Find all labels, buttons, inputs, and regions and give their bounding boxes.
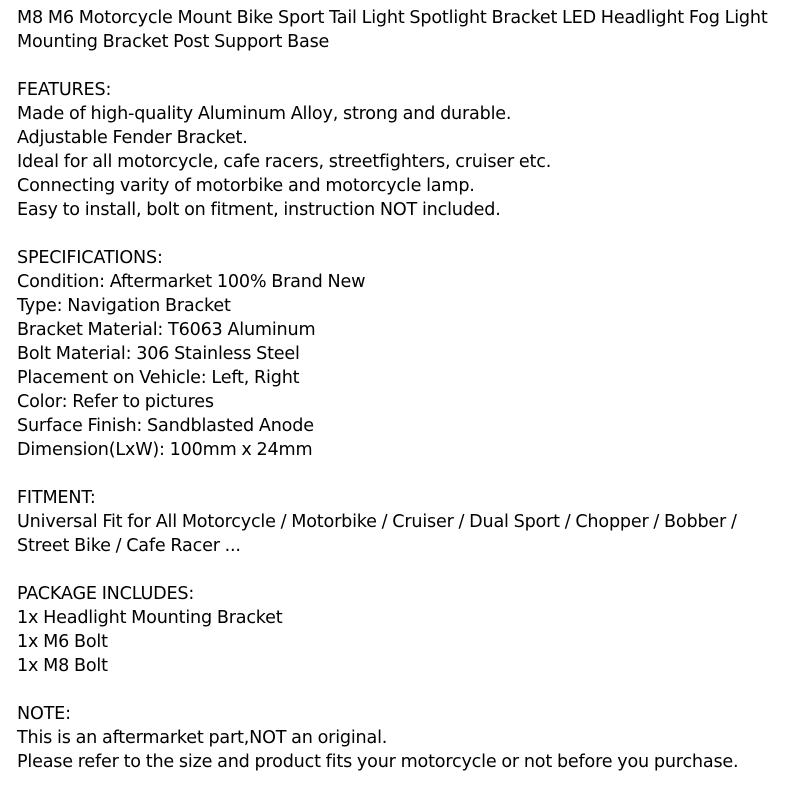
spacer [17, 54, 792, 78]
feature-item: Ideal for all motorcycle, cafe racers, streetfighters, cruiser etc. [17, 152, 552, 172]
spacer [17, 222, 792, 246]
spec-item: Type: Navigation Bracket [17, 296, 231, 316]
title-line: M8 M6 Motorcycle Mount Bike Sport Tail Light Spotlight Bracket LED Headlight Fog Light [17, 8, 768, 28]
feature-item: Made of high-quality Aluminum Alloy, strong and durable. [17, 104, 512, 124]
spec-item: Color: Refer to pictures [17, 392, 214, 412]
fitment-section [17, 486, 792, 558]
specifications-section [17, 246, 792, 462]
features-section [17, 78, 792, 222]
spec-item: Bracket Material: T6063 Aluminum [17, 320, 316, 340]
package-item: 1x M8 Bolt [17, 656, 108, 676]
note-item: Please refer to the size and product fits your motorcycle or not before you purchase. [17, 752, 739, 772]
fitment-item: Universal Fit for All Motorcycle / Motorbike / Cruiser / Dual Sport / Chopper / Bobber / [17, 512, 737, 532]
fitment-item: Street Bike / Cafe Racer ... [17, 536, 241, 556]
spacer [17, 678, 792, 702]
spec-item: Placement on Vehicle: Left, Right [17, 368, 300, 388]
spec-item: Condition: Aftermarket 100% Brand New [17, 272, 366, 292]
specifications-heading: SPECIFICATIONS: [17, 248, 163, 268]
note-item: This is an aftermarket part,NOT an original. [17, 728, 388, 748]
spacer [17, 462, 792, 486]
spec-item: Dimension(LxW): 100mm x 24mm [17, 440, 313, 460]
product-title [17, 6, 792, 54]
spec-item: Bolt Material: 306 Stainless Steel [17, 344, 300, 364]
spacer [17, 558, 792, 582]
package-heading: PACKAGE INCLUDES: [17, 584, 195, 604]
note-heading: NOTE: [17, 704, 71, 724]
feature-item: Easy to install, bolt on fitment, instruction NOT included. [17, 200, 501, 220]
package-item: 1x M6 Bolt [17, 632, 108, 652]
product-description [17, 6, 792, 774]
package-section [17, 582, 792, 678]
note-section [17, 702, 792, 774]
spec-item: Surface Finish: Sandblasted Anode [17, 416, 314, 436]
title-line: Mounting Bracket Post Support Base [17, 32, 330, 52]
feature-item: Connecting varity of motorbike and motorcycle lamp. [17, 176, 475, 196]
fitment-heading: FITMENT: [17, 488, 96, 508]
feature-item: Adjustable Fender Bracket. [17, 128, 248, 148]
features-heading: FEATURES: [17, 80, 112, 100]
package-item: 1x Headlight Mounting Bracket [17, 608, 283, 628]
